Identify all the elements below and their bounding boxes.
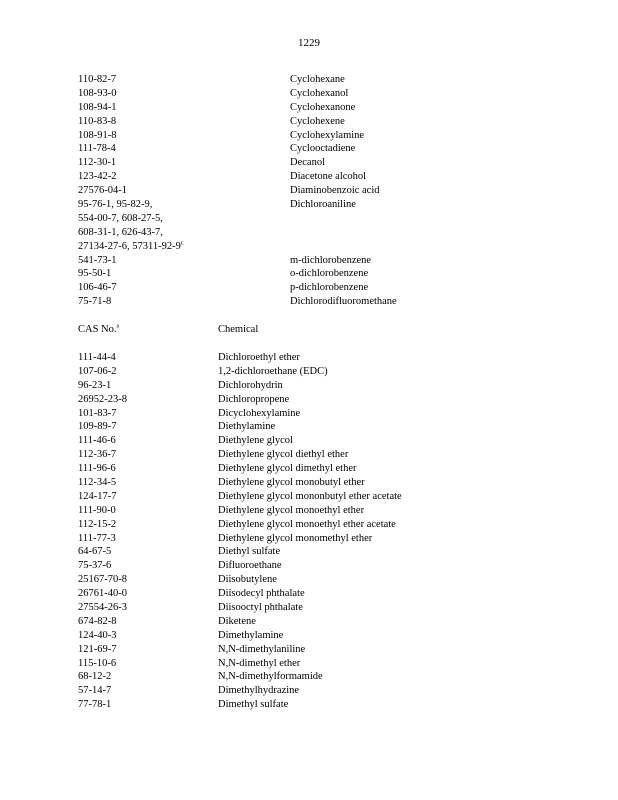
cas-number-text: 112-30-1 [78, 157, 117, 169]
cas-number [78, 504, 116, 518]
chemical-name: p-dichlorobenzene [290, 282, 369, 294]
chemical-name: Diethylene glycol [218, 435, 293, 447]
cas-number-text: 554-00-7, 608-27-5, [78, 212, 163, 224]
cas-column-header: CAS No.$^a$ [78, 323, 120, 335]
chemical-name: Cyclohexylamine [290, 129, 365, 141]
chemical-name: Diethylene glycol monoethyl ether acetate [218, 518, 396, 530]
cas-number-text: 541-73-1 [78, 254, 117, 266]
cas-number-text: 95-76-1, 95-82-9, [78, 199, 153, 211]
cas-number-text: 95-50-1 [78, 268, 112, 280]
chemical-name: Decanol [290, 157, 325, 169]
cas-number [78, 281, 117, 295]
cas-number [78, 559, 111, 573]
cas-number [78, 142, 116, 156]
cas-number [78, 490, 117, 504]
cas-number-text: 111-44-4 [78, 352, 116, 363]
cas-number-text: 75-37-6 [78, 560, 112, 572]
table-row [78, 573, 578, 587]
table-row [78, 698, 578, 712]
chemical-name: Cyclohexanone [290, 101, 356, 113]
table-row [78, 490, 578, 504]
table-row [78, 351, 578, 365]
chemical-name: Dimethyl sulfate [218, 699, 289, 711]
chemical-name: Diethylene glycol diethyl ether [218, 449, 349, 461]
cas-number-text: 27576-04-1 [78, 185, 127, 197]
cas-number-text: 674-82-8 [78, 615, 117, 627]
chemical-name: Cyclohexanol [290, 87, 349, 99]
cas-number [78, 87, 117, 101]
cas-number-text: 64-67-5 [78, 546, 112, 558]
cas-number-text: 57-14-7 [78, 685, 112, 697]
cas-number [78, 657, 116, 671]
cas-number-text: 25167-70-8 [78, 574, 127, 586]
cas-number [78, 601, 127, 615]
table-row [78, 462, 578, 476]
cas-number [78, 115, 116, 129]
chemical-name: Difluoroethane [218, 560, 282, 572]
table-row [78, 295, 578, 309]
cas-number-text: 111-46-6 [78, 435, 116, 447]
table-row [78, 129, 578, 143]
table-row [78, 559, 578, 573]
cas-number [78, 170, 117, 184]
cas-number-text: 107-06-2 [78, 365, 117, 377]
chemical-name: Cyclohexene [290, 115, 345, 127]
cas-number-text: 27134-27-6, 57311-92-9 [78, 240, 181, 252]
chemical-name: o-dichlorobenzene [290, 268, 369, 280]
table-row [78, 393, 578, 407]
cas-number [78, 295, 111, 309]
cas-number-text: 27554-26-3 [78, 602, 127, 614]
table-row [78, 73, 578, 87]
chemical-name: Dichlorodifluoromethane [290, 296, 397, 308]
cas-number-text: 26952-23-8 [78, 393, 127, 405]
cas-number [78, 698, 111, 712]
cas-number [78, 379, 111, 393]
cas-number-text: 123-42-2 [78, 171, 117, 183]
table-row [78, 115, 578, 129]
cas-number [78, 448, 116, 462]
chemical-name: N,N-dimethylaniline [218, 643, 306, 655]
cas-number [78, 434, 116, 448]
cas-number-text: 608-31-1, 626-43-7, [78, 226, 163, 238]
cas-number [78, 532, 116, 546]
cas-number-text: 68-12-2 [78, 671, 112, 683]
cas-number [78, 365, 117, 379]
cas-number-text: 75-71-8 [78, 296, 112, 308]
footnote-marker-c: c [180, 240, 184, 247]
cas-number [78, 226, 163, 240]
cas-number [78, 643, 117, 657]
cas-number [78, 670, 111, 684]
table-row [78, 365, 578, 379]
chemical-name: Diisodecyl phthalate [218, 588, 305, 600]
chemical-name: Diisobutylene [218, 574, 277, 586]
cas-number-text: 96-23-1 [78, 379, 112, 391]
chemical-name: Dicyclohexylamine [218, 407, 301, 419]
cas-number-text: 111-96-6 [78, 463, 116, 475]
table-row [78, 407, 578, 421]
table-row [78, 587, 578, 601]
cas-number-text: 112-36-7 [78, 449, 117, 461]
cas-number-text: 115-10-6 [78, 657, 117, 669]
cas-number-text: 111-78-4 [78, 143, 116, 155]
chemical-name: Diethylene glycol monobutyl ether [218, 477, 365, 489]
table-row [78, 87, 578, 101]
cas-number [78, 545, 111, 559]
cas-number-text: 110-82-7 [78, 74, 117, 85]
page-number: 1229 [298, 37, 320, 49]
chemical-column-header: Chemical [218, 324, 259, 335]
cas-number-text: 77-78-1 [78, 699, 112, 711]
cas-number-text: 124-17-7 [78, 490, 117, 502]
cas-number-text: 112-34-5 [78, 477, 117, 489]
table-row [78, 184, 578, 198]
table-row [78, 198, 578, 212]
chemical-name: 1,2-dichloroethane (EDC) [218, 365, 328, 377]
table-row [78, 684, 578, 698]
cas-number [78, 615, 117, 629]
cas-number-text: 108-93-0 [78, 87, 117, 99]
cas-number-text: 111-77-3 [78, 532, 116, 544]
table-row [78, 670, 578, 684]
chemical-name: Diethyl sulfate [218, 546, 281, 558]
chemical-name: Dichlorohydrin [218, 379, 283, 391]
table-row [78, 615, 578, 629]
chemical-name: m-dichlorobenzene [290, 254, 372, 266]
chemical-table-continued [78, 73, 578, 309]
cas-number [78, 420, 117, 434]
cas-number [78, 476, 116, 490]
cas-number-text: 101-83-7 [78, 407, 117, 419]
table-row [78, 643, 578, 657]
table-row [78, 226, 578, 240]
chemical-name: Diethylene glycol monomethyl ether [218, 532, 373, 544]
table-row [78, 601, 578, 615]
cas-number-text: 108-91-8 [78, 129, 117, 141]
chemical-name: Cyclooctadiene [290, 143, 356, 155]
cas-number [78, 184, 127, 198]
cas-number-text: 109-89-7 [78, 421, 117, 433]
cas-number [78, 212, 163, 226]
cas-number [78, 629, 117, 643]
chemical-name: Dimethylamine [218, 629, 284, 641]
table-row [78, 545, 578, 559]
cas-number-text: 106-46-7 [78, 282, 117, 294]
chemical-name: Diethylene glycol mononbutyl ether acetate [218, 490, 402, 502]
chemical-name: Diketene [218, 615, 256, 627]
chemical-name: Dichloropropene [218, 393, 290, 405]
table-row [78, 504, 578, 518]
table-row [78, 240, 578, 254]
cas-number-text: 108-94-1 [78, 101, 117, 113]
chemical-name: Diisooctyl phthalate [218, 602, 303, 614]
table-row [78, 434, 578, 448]
table-row [78, 254, 578, 268]
cas-number-text: 121-69-7 [78, 643, 117, 655]
chemical-name: Dimethylhydrazine [218, 685, 300, 697]
table-row [78, 170, 578, 184]
table-row [78, 142, 578, 156]
chemical-name: Diaminobenzoic acid [290, 185, 380, 197]
cas-number [78, 587, 127, 601]
cas-number-text: 110-83-8 [78, 115, 117, 127]
cas-number [78, 254, 117, 268]
chemical-name: Diethylamine [218, 421, 276, 433]
cas-number [78, 129, 117, 143]
cas-number [78, 393, 127, 407]
cas-number [78, 73, 116, 87]
chemical-name: Dichloroaniline [290, 199, 356, 211]
cas-number-text: 26761-40-0 [78, 588, 127, 600]
table-row [78, 267, 578, 281]
cas-number [78, 407, 117, 421]
cas-number [78, 267, 111, 281]
chemical-name: Diethylene glycol dimethyl ether [218, 463, 357, 475]
table-row [78, 156, 578, 170]
chemical-table [78, 323, 578, 712]
table-row [78, 476, 578, 490]
table-row [78, 101, 578, 115]
cas-number [78, 518, 116, 532]
chemical-name: Diacetone alcohol [290, 171, 367, 183]
cas-number [78, 573, 127, 587]
chemical-name: Cyclohexane [290, 74, 345, 85]
table-row [78, 629, 578, 643]
cas-number [78, 156, 116, 170]
cas-number-text: 111-90-0 [78, 504, 116, 516]
table-row [78, 212, 578, 226]
table-row [78, 448, 578, 462]
chemical-name: N,N-dimethylformamide [218, 671, 323, 683]
cas-number [78, 351, 116, 365]
table-row [78, 518, 578, 532]
chemical-name: Dichloroethyl ether [218, 352, 300, 363]
cas-number [78, 198, 152, 212]
cas-number-text: 124-40-3 [78, 629, 117, 641]
footnote-marker-a: a [116, 323, 120, 330]
table-row [78, 281, 578, 295]
cas-number-text: 112-15-2 [78, 518, 117, 530]
table-row [78, 420, 578, 434]
table-row [78, 657, 578, 671]
cas-number [78, 240, 184, 254]
table-row [78, 532, 578, 546]
table-row [78, 379, 578, 393]
chemical-name: N,N-dimethyl ether [218, 657, 301, 669]
cas-number [78, 462, 116, 476]
cas-number [78, 684, 111, 698]
table-header-row [78, 323, 578, 351]
chemical-name: Diethylene glycol monoethyl ether [218, 504, 365, 516]
cas-number [78, 101, 117, 115]
